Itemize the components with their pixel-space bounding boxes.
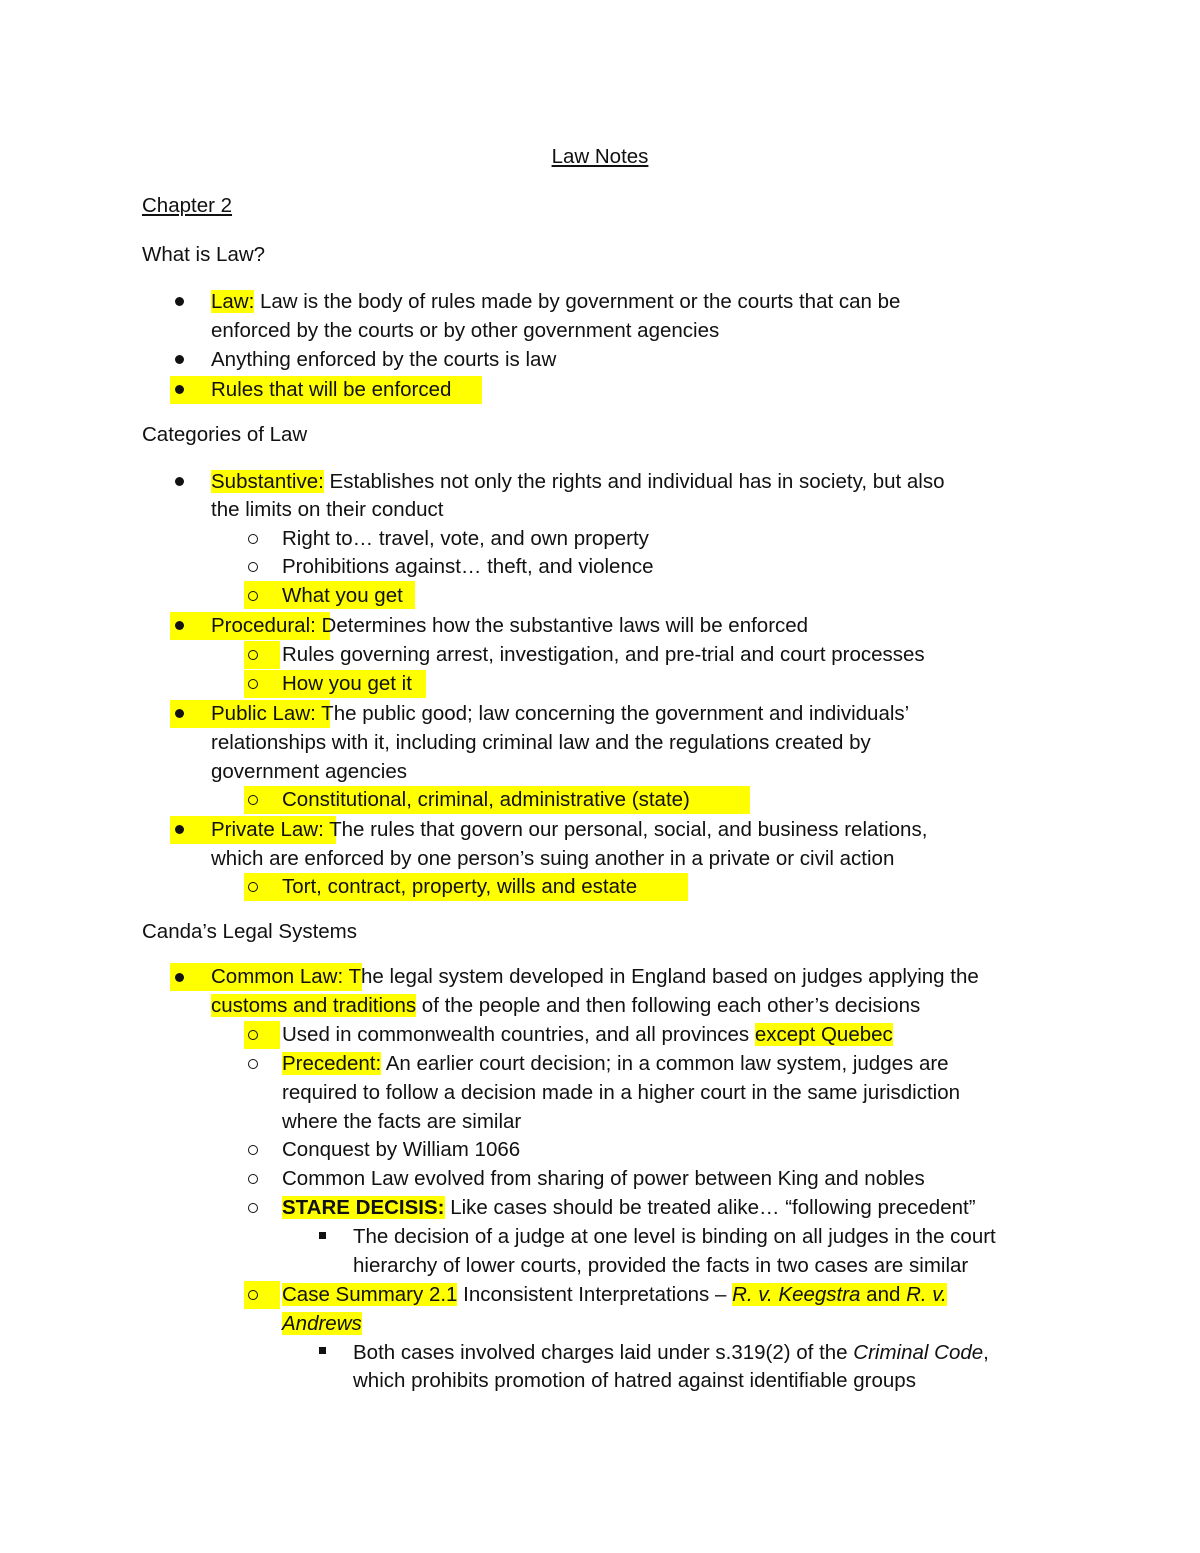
sub-item-case-summary: Case Summary 2.1 Inconsistent Interpretations – R. v. Keegstra and R. v. [282, 1283, 947, 1306]
sub-item: Prohibitions against… theft, and violence [282, 555, 654, 578]
term-private-law: Private Law: [211, 818, 324, 841]
bullet-disc-icon [175, 621, 184, 630]
bullet-square-icon [319, 1347, 326, 1354]
sub-item: Constitutional, criminal, administrative (state) [282, 788, 690, 811]
sub-item: Used in commonwealth countries, and all provinces except Quebec [282, 1023, 893, 1046]
sub-item: Tort, contract, property, wills and estate [282, 875, 638, 898]
sub-sub-item: The decision of a judge at one level is binding on all judges in the court [353, 1225, 996, 1248]
bullet-disc-icon [175, 477, 184, 486]
bullet-circle-icon [248, 1290, 258, 1300]
chapter-heading: Chapter 2 [142, 194, 233, 217]
sub-item-cont: Andrews [282, 1312, 362, 1335]
bullet-circle-icon [248, 591, 258, 601]
term-law: Law: [211, 290, 255, 313]
sub-item-stare-decisis: STARE DECISIS: Like cases should be treated alike… “following precedent” [282, 1196, 976, 1219]
term-substantive: Substantive: [211, 470, 324, 493]
bullet-disc-icon [175, 355, 184, 364]
term-stare-decisis: STARE DECISIS: [282, 1196, 445, 1219]
bullet-circle-icon [248, 795, 258, 805]
list-item-public-law-cont: government agencies [211, 760, 408, 783]
sub-item-cont: required to follow a decision made in a higher court in the same jurisdiction [282, 1081, 961, 1104]
list-item-public-law: Public Law: The public good; law concerning the government and individuals’ [211, 702, 910, 725]
term-public-law: Public Law: [211, 702, 316, 725]
bullet-circle-icon [248, 1203, 258, 1213]
bullet-circle-icon [248, 1145, 258, 1155]
sub-item: Rules governing arrest, investigation, and pre-trial and court processes [282, 643, 925, 666]
sub-sub-item: Both cases involved charges laid under s.319(2) of the Criminal Code, [353, 1341, 989, 1364]
term-except-quebec: except Quebec [754, 1023, 893, 1046]
bullet-circle-icon [248, 1174, 258, 1184]
term-customs: customs and traditions [211, 994, 417, 1017]
bullet-circle-icon [248, 562, 258, 572]
list-item-private-law: Private Law: The rules that govern our personal, social, and business relations, [211, 818, 928, 841]
bullet-disc-icon [175, 297, 184, 306]
bullet-circle-icon [248, 1030, 258, 1040]
bullet-square-icon [319, 1232, 326, 1239]
list-item-substantive-cont: the limits on their conduct [211, 498, 444, 521]
sub-sub-item-cont: which prohibits promotion of hatred against identifiable groups [353, 1369, 916, 1392]
list-item-procedural: Procedural: Determines how the substantive laws will be enforced [211, 614, 809, 637]
list-item-common-law-cont: customs and traditions of the people and then following each other’s decisions [211, 994, 921, 1017]
bullet-circle-icon [248, 534, 258, 544]
sub-item: Right to… travel, vote, and own property [282, 527, 649, 550]
bullet-circle-icon [248, 1059, 258, 1069]
list-item-rules-enforced: Rules that will be enforced [211, 378, 452, 401]
list-item-law-cont: enforced by the courts or by other government agencies [211, 319, 720, 342]
sub-item-cont: where the facts are similar [282, 1110, 522, 1133]
list-item-enforced: Anything enforced by the courts is law [211, 348, 557, 371]
sub-item: Conquest by William 1066 [282, 1138, 521, 1161]
bullet-circle-icon [248, 882, 258, 892]
section-heading-categories: Categories of Law [142, 423, 308, 446]
list-item-private-law-cont: which are enforced by one person’s suing another in a private or civil action [211, 847, 895, 870]
term-case-summary: Case Summary 2.1 [282, 1283, 458, 1306]
sub-item: Common Law evolved from sharing of power between King and nobles [282, 1167, 925, 1190]
sub-item: How you get it [282, 672, 412, 695]
term-precedent: Precedent: [282, 1052, 382, 1075]
bullet-disc-icon [175, 385, 184, 394]
case-keegstra: R. v. Keegstra [732, 1283, 861, 1306]
bullet-disc-icon [175, 825, 184, 834]
term-common-law: Common Law: [211, 965, 344, 988]
sub-item: What you get [282, 584, 403, 607]
sub-item-precedent: Precedent: An earlier court decision; in a common law system, judges are [282, 1052, 949, 1075]
list-item-common-law: Common Law: The legal system developed in England based on judges applying the [211, 965, 979, 988]
bullet-circle-icon [248, 650, 258, 660]
term-procedural: Procedural: [211, 614, 316, 637]
list-item-law: Law: Law is the body of rules made by government or the courts that can be [211, 290, 901, 313]
sub-sub-item-cont: hierarchy of lower courts, provided the facts in two cases are similar [353, 1254, 969, 1277]
bullet-circle-icon [248, 679, 258, 689]
section-heading-legal-systems: Canda’s Legal Systems [142, 920, 357, 943]
case-andrews: R. v. [906, 1283, 947, 1306]
bullet-disc-icon [175, 973, 184, 982]
section-heading-what-is-law: What is Law? [142, 243, 266, 266]
list-item-substantive: Substantive: Establishes not only the rights and individual has in society, but also [211, 470, 945, 493]
list-item-public-law-cont: relationships with it, including criminal law and the regulations created by [211, 731, 871, 754]
document-title: Law Notes [551, 145, 649, 168]
bullet-disc-icon [175, 709, 184, 718]
